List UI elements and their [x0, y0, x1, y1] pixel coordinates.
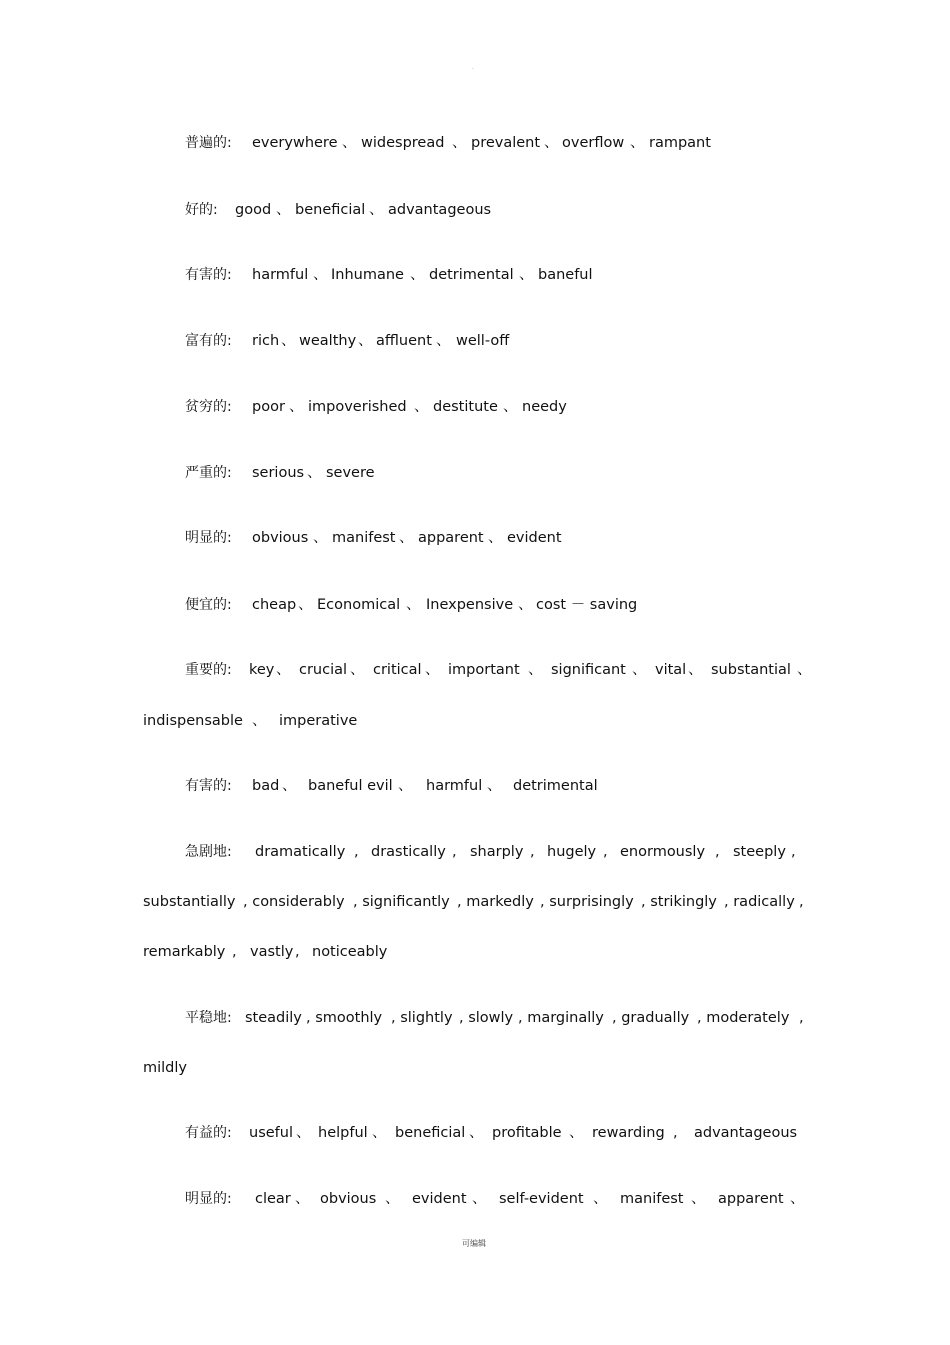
separator: 、 [452, 135, 467, 151]
separator: 、 [569, 1125, 584, 1141]
separator: 、 [797, 662, 812, 678]
separator: 、 [518, 597, 533, 613]
synonym: , slowly [459, 1010, 514, 1026]
separator: 、 [398, 778, 413, 794]
separator: 、 [472, 1191, 487, 1207]
separator: 、 [252, 713, 267, 729]
synonym: noticeably [312, 944, 388, 960]
synonym: prevalent [471, 135, 541, 151]
synonym: , smoothly [306, 1010, 383, 1026]
separator: 、 [276, 662, 291, 678]
synonym: apparent [418, 530, 484, 546]
entry-label: 平稳地: [185, 1010, 232, 1026]
synonym: sharply [470, 844, 524, 860]
synonym: useful [249, 1125, 293, 1141]
synonym: detrimental [429, 267, 514, 283]
separator: 、 [295, 1191, 310, 1207]
separator: , [295, 944, 300, 960]
separator: , [799, 1010, 804, 1026]
header-mark: · [472, 66, 474, 73]
synonym: , surprisingly [540, 894, 634, 910]
separator: 、 [281, 333, 296, 349]
separator: , [354, 844, 359, 860]
synonym: bad [252, 778, 280, 794]
separator: 、 [544, 135, 559, 151]
entry-label: 明显的: [185, 1191, 232, 1207]
separator: 、 [399, 530, 414, 546]
synonym: imperative [279, 713, 358, 729]
separator: 、 [593, 1191, 608, 1207]
separator: 、 [307, 465, 322, 481]
synonym: beneficial [395, 1125, 466, 1141]
separator: , [715, 844, 720, 860]
synonym: indispensable [143, 713, 243, 729]
synonym: , slightly [391, 1010, 453, 1026]
synonym: crucial [299, 662, 348, 678]
synonym: harmful [252, 267, 309, 283]
entry-label: 明显的: [185, 530, 232, 546]
separator: 、 [519, 267, 534, 283]
synonym: serious [252, 465, 305, 481]
separator: 、 [425, 662, 440, 678]
separator: 、 [313, 267, 328, 283]
synonym: substantial [711, 662, 791, 678]
separator: 、 [296, 1125, 311, 1141]
synonym: advantageous [388, 202, 492, 218]
synonym: vastly [250, 944, 294, 960]
synonym: widespread [361, 135, 445, 151]
synonym: rewarding [592, 1125, 665, 1141]
entry-label: 有益的: [185, 1125, 232, 1141]
synonym: key [249, 662, 275, 678]
synonym: critical [373, 662, 422, 678]
separator: 、 [342, 135, 357, 151]
synonym: helpful [318, 1125, 368, 1141]
separator: 、 [414, 399, 429, 415]
synonym: important [448, 662, 520, 678]
synonym: , moderately [697, 1010, 790, 1026]
entry-label: 急剧地: [185, 844, 232, 860]
entry-label: 富有的: [185, 333, 232, 349]
separator: 、 [298, 597, 313, 613]
separator: 、 [790, 1191, 805, 1207]
synonym: manifest [620, 1191, 684, 1207]
synonym: rampant [649, 135, 711, 151]
synonym: beneficial [295, 202, 366, 218]
synonym: wealthy [299, 333, 357, 349]
separator: 、 [350, 662, 365, 678]
synonym: , markedly [457, 894, 534, 910]
synonym: , marginally [518, 1010, 604, 1026]
synonym: , radically [724, 894, 795, 910]
separator: 、 [488, 530, 503, 546]
synonym: remarkably [143, 944, 226, 960]
synonym: everywhere [252, 135, 338, 151]
synonym: enormously [620, 844, 706, 860]
separator: 、 [385, 1191, 400, 1207]
synonym: rich [252, 333, 280, 349]
synonym: steadily [245, 1010, 302, 1026]
separator: 、 [410, 267, 425, 283]
synonym: destitute [433, 399, 498, 415]
synonym: drastically [371, 844, 446, 860]
separator: 、 [289, 399, 304, 415]
synonym: affluent [376, 333, 432, 349]
synonym: obvious [252, 530, 309, 546]
entry-label: 普遍的: [185, 135, 232, 151]
synonym: , significantly [353, 894, 450, 910]
entry-label: 重要的: [185, 662, 232, 678]
synonym: manifest [332, 530, 396, 546]
separator: 、 [276, 202, 291, 218]
synonym: impoverished [308, 399, 407, 415]
separator: 、 [528, 662, 543, 678]
synonym: substantially [143, 894, 236, 910]
separator: 、 [358, 333, 373, 349]
separator: , [603, 844, 608, 860]
synonym: cost － saving [536, 597, 638, 613]
synonym: , strikingly [641, 894, 717, 910]
separator: 、 [313, 530, 328, 546]
synonym: Inexpensive [426, 597, 514, 613]
separator: , [799, 894, 804, 910]
synonym: evident [412, 1191, 467, 1207]
separator: 、 [369, 202, 384, 218]
synonym: baneful evil [308, 778, 393, 794]
synonym: vital [655, 662, 687, 678]
page-footer: 可编辑 [462, 1239, 486, 1248]
synonym: steeply [733, 844, 786, 860]
synonym: poor [252, 399, 285, 415]
synonym: needy [522, 399, 567, 415]
separator: 、 [469, 1125, 484, 1141]
synonym: harmful [426, 778, 483, 794]
entry-label: 有害的: [185, 267, 232, 283]
separator: 、 [632, 662, 647, 678]
synonym: significant [551, 662, 626, 678]
synonym: overflow [562, 135, 625, 151]
separator: , [232, 944, 237, 960]
entry-label: 贫穷的: [185, 399, 232, 415]
synonym: self-evident [499, 1191, 584, 1207]
synonym: dramatically [255, 844, 346, 860]
synonym: clear [255, 1191, 291, 1207]
separator: 、 [630, 135, 645, 151]
synonym: severe [326, 465, 375, 481]
entry-label: 有害的: [185, 778, 232, 794]
synonym: cheap [252, 597, 297, 613]
separator: 、 [436, 333, 451, 349]
synonym: evident [507, 530, 562, 546]
separator: 、 [691, 1191, 706, 1207]
separator: , [791, 844, 796, 860]
entry-label: 便宜的: [185, 597, 232, 613]
synonym: obvious [320, 1191, 377, 1207]
synonym: hugely [547, 844, 597, 860]
synonym: detrimental [513, 778, 598, 794]
separator: 、 [372, 1125, 387, 1141]
separator: 、 [503, 399, 518, 415]
synonym: , gradually [612, 1010, 690, 1026]
separator: , [452, 844, 457, 860]
synonym: , considerably [243, 894, 345, 910]
separator: 、 [487, 778, 502, 794]
synonym: apparent [718, 1191, 784, 1207]
synonym: baneful [538, 267, 593, 283]
separator: , [530, 844, 535, 860]
separator: , [673, 1125, 678, 1141]
separator: 、 [688, 662, 703, 678]
synonym: mildly [143, 1060, 187, 1076]
synonym: Inhumane [331, 267, 404, 283]
entry-label: 好的: [185, 202, 218, 218]
synonym: profitable [492, 1125, 562, 1141]
synonym: advantageous [694, 1125, 798, 1141]
separator: 、 [282, 778, 297, 794]
entry-label: 严重的: [185, 465, 232, 481]
synonym: good [235, 202, 272, 218]
synonym: well-off [456, 333, 510, 349]
synonym: Economical [317, 597, 401, 613]
separator: 、 [406, 597, 421, 613]
